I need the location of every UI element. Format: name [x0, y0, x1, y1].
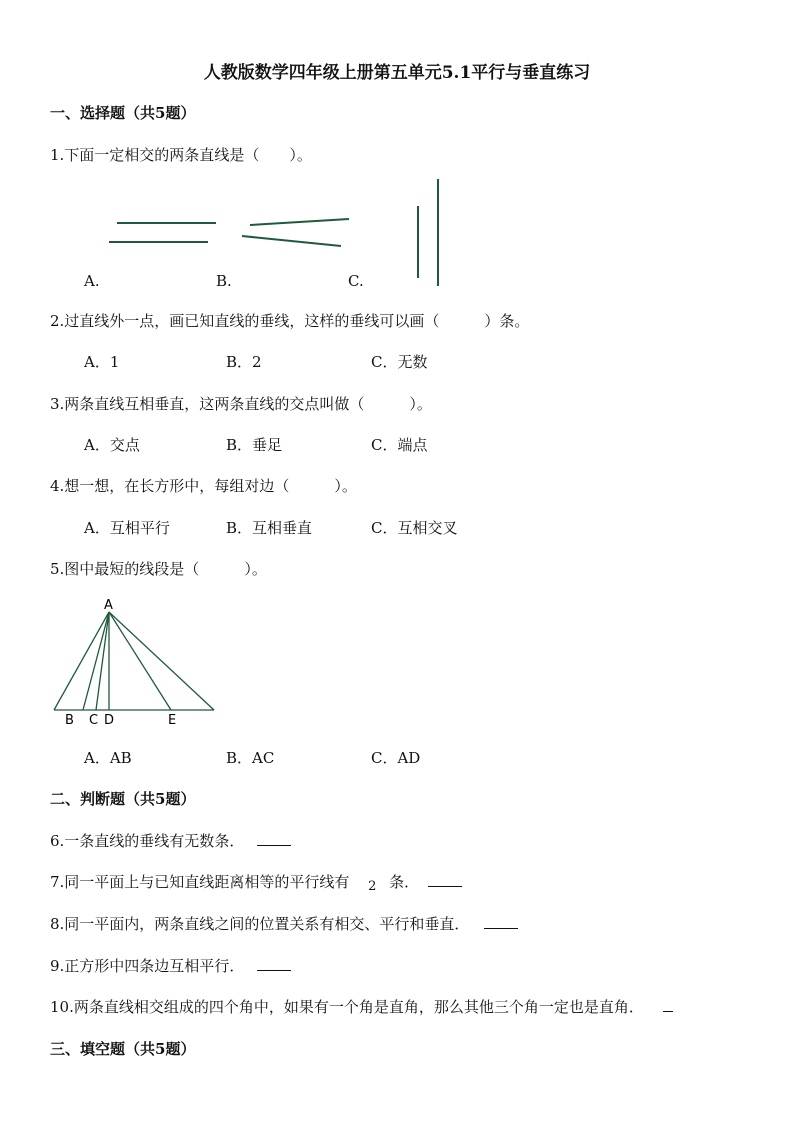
question-7-text-pre: 7.同一平面上与已知直线距离相等的平行线有: [50, 873, 350, 891]
vertex-label-d: D: [104, 713, 115, 728]
q1-option-c[interactable]: C.: [348, 272, 364, 290]
q3-option-c[interactable]: C．端点: [371, 436, 428, 454]
vertex-label-e: E: [168, 713, 177, 728]
question-7: [50, 871, 462, 892]
question-1-text: 1.下面一定相交的两条直线是（ ）。: [50, 146, 312, 164]
question-7-text-post: 条．: [389, 873, 420, 891]
question-7-number: 2: [368, 879, 377, 894]
q5-option-c[interactable]: C．AD: [371, 749, 421, 767]
question-7-answer-blank[interactable]: [428, 872, 462, 887]
question-2-text: 2.过直线外一点，画已知直线的垂线，这样的垂线可以画（ ）条。: [50, 312, 530, 330]
segment-ac: [96, 612, 109, 710]
q5-option-b[interactable]: B．AC: [226, 749, 275, 767]
section-heading-fill-in: 三、填空题（共5题）: [50, 1040, 196, 1058]
question-5-triangle-figure: [40, 592, 230, 732]
question-8: [50, 913, 518, 934]
question-6: [50, 830, 291, 851]
question-8-text: 8.同一平面内，两条直线之间的位置关系有相交、平行和垂直．: [50, 915, 470, 933]
q3-option-b[interactable]: B．垂足: [226, 436, 283, 454]
q1-option-a[interactable]: A.: [84, 272, 100, 290]
question-6-text: 6.一条直线的垂线有无数条．: [50, 832, 245, 850]
question-10-text: 10.两条直线相交组成的四个角中，如果有一个角是直角，那么其他三个角一定也是直角．: [50, 998, 644, 1016]
q2-option-b[interactable]: B．2: [226, 353, 262, 371]
vertex-label-c: C: [89, 713, 99, 728]
question-9-answer-blank[interactable]: [257, 956, 291, 971]
page-title: 人教版数学四年级上册第五单元5.1平行与垂直练习: [203, 63, 591, 83]
vertex-label-b: B: [65, 713, 74, 728]
q4-option-b[interactable]: B．互相垂直: [226, 519, 313, 537]
section-heading-true-false: 二、判断题（共5题）: [50, 790, 196, 808]
vertex-label-a: A: [104, 598, 113, 613]
q2-option-a[interactable]: A．1: [84, 353, 120, 371]
question-8-answer-blank[interactable]: [484, 914, 518, 929]
question-5-text: 5.图中最短的线段是（ ）。: [50, 560, 267, 578]
q4-option-c[interactable]: C．互相交叉: [371, 519, 458, 537]
question-9-text: 9.正方形中四条边互相平行．: [50, 957, 245, 975]
section-heading-choice: 一、选择题（共5题）: [50, 104, 196, 122]
q1-option-b-line-bottom: [242, 236, 341, 246]
segment-a-b2: [83, 612, 109, 710]
question-6-answer-blank[interactable]: [257, 831, 291, 846]
question-4-text: 4.想一想，在长方形中，每组对边（ ）。: [50, 477, 357, 495]
q3-option-a[interactable]: A．交点: [84, 436, 140, 454]
q1-option-b[interactable]: B.: [216, 272, 232, 290]
segment-ab: [54, 612, 109, 710]
q5-option-a[interactable]: A．AB: [84, 749, 132, 767]
question-1-figure: [100, 176, 460, 288]
question-10: [50, 996, 673, 1017]
question-10-answer-blank[interactable]: [663, 997, 673, 1012]
question-3-text: 3.两条直线互相垂直，这两条直线的交点叫做（ ）。: [50, 395, 432, 413]
q2-option-c[interactable]: C．无数: [371, 353, 428, 371]
question-9: [50, 955, 291, 976]
q1-option-b-line-top: [250, 219, 349, 225]
q4-option-a[interactable]: A．互相平行: [84, 519, 170, 537]
